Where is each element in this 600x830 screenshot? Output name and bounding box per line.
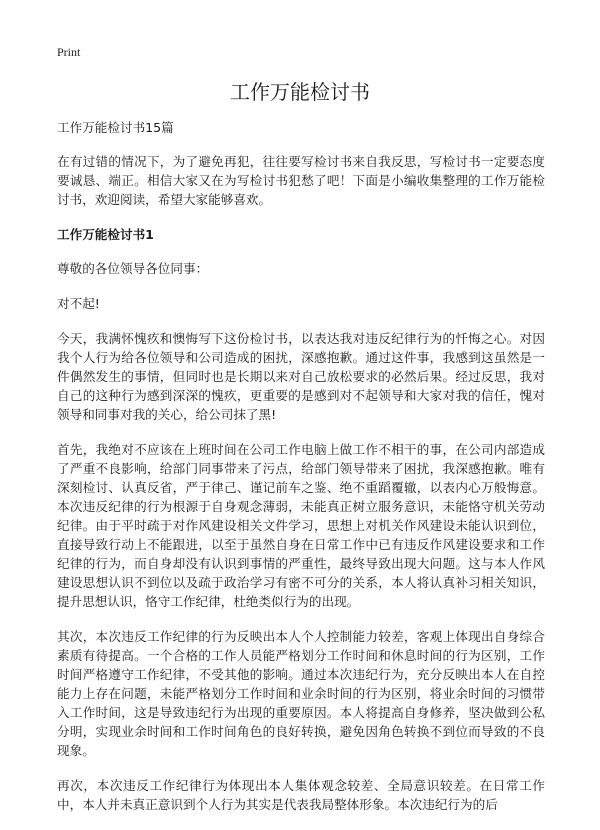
body-paragraph: 今天，我满怀愧疚和懊悔写下这份检讨书，以表达我对违反纪律行为的忏悔之心。对因我个人行为给各位领导和公司造成的困扰，深感抱歉。通过这件事，我感到这虽然是一件偶然发生的事情，但同时也是长期以来对自己放松要求的必然后果。经过反思，我对自己的这种行为感到深深的愧疚，更重要的是感到对不起领导和大家对我的信任，愧对领导和同事对我的关心，给公司抹了黑! xyxy=(57,331,545,422)
intro-paragraph: 在有过错的情况下，为了避免再犯，往往要写检讨书来自我反思，写检讨书一定要态度要诚恳、端正。相信大家又在为写检讨书犯愁了吧！下面是小编收集整理的工作万能检讨书，欢迎阅读，希望大家能够喜欢。 xyxy=(57,154,545,207)
page-title: 工作万能检讨书 xyxy=(230,80,370,104)
document-body xyxy=(57,118,545,830)
body-paragraph: 其次，本次违反工作纪律的行为反映出本人个人控制能力较差，客观上体现出自身综合素质有待提高。一个合格的工作人员能严格划分工作时间和休息时间的行为区别，工作时间严格遵守工作纪律，不受其他的影响。通过本次违纪行为，充分反映出本人在自控能力上存在问题，未能严格划分工作时间和业余时间的行为区别，将业余时间的习惯带入工作时间，这是导致违纪行为出现的重要原因。本人将提高自身修养，坚决做到公私分明，实现业余时间和工作时间角色的良好转换，避免因角色转换不到位而导致的不良现象。 xyxy=(57,629,545,758)
print-label[interactable]: Print xyxy=(57,45,81,59)
apology-line: 对不起! xyxy=(57,296,100,311)
section-heading: 工作万能检讨书1 xyxy=(57,227,154,242)
salutation: 尊敬的各位领导各位同事： xyxy=(57,261,209,276)
body-paragraph: 再次，本次违反工作纪律行为体现出本人集体观念较差、全局意识较差。在日常工作中，本人并未真正意识到个人行为其实是代表我局整体形象。本次违纪行为的后 xyxy=(57,778,545,812)
body-paragraph: 首先，我绝对不应该在上班时间在公司工作电脑上做工作不相干的事，在公司内部造成了严重不良影响，给部门同事带来了污点，给部门领导带来了困扰，我深感抱歉。唯有深刻检讨、认真反省，严于律己、谨记前车之鉴、绝不重蹈覆辙，以表内心万般悔意。本次违反纪律的行为根源于自身观念薄弱，未能真正树立服务意识，未能恪守机关劳动纪律。由于平时疏于对作风建设相关文件学习，思想上对机关作风建设未能认识到位，直接导致行动上不能跟进，以至于虽然自身在日常工作中已有违反作风建设要求和工作纪律的行为，而自身却没有认识到事情的严重性，最终导致出现大问题。这与本人作风建设思想认识不到位以及疏于政治学习有密不可分的关系，本人将认真补习相关知识，提升思想认识，恪守工作纪律，杜绝类似行为的出现。 xyxy=(57,442,545,609)
document-subtitle: 工作万能检讨书15篇 xyxy=(57,120,174,135)
